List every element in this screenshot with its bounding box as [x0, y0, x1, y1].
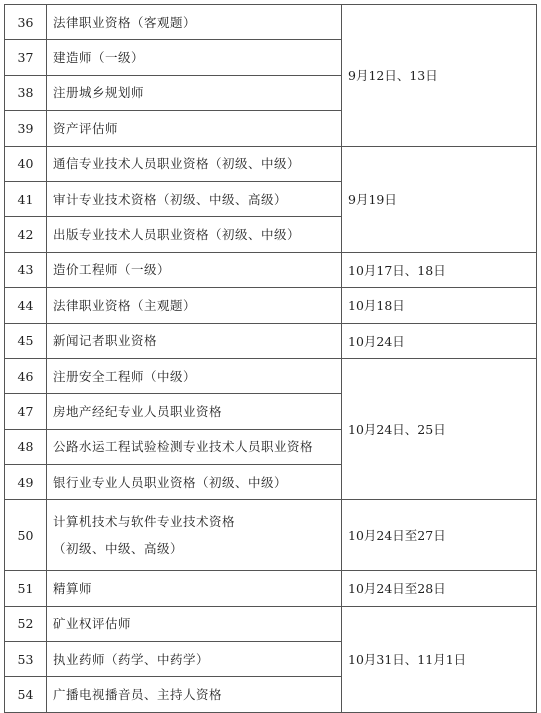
exam-name-line: 广播电视播音员、主持人资格	[53, 687, 223, 703]
exam-date: 10月24日至27日	[342, 500, 537, 571]
exam-name	[47, 288, 342, 323]
exam-name	[47, 40, 342, 75]
exam-name	[47, 465, 342, 500]
exam-name-line: 矿业权评估师	[53, 616, 132, 632]
exam-name-line: 精算师	[53, 580, 93, 596]
table-row	[5, 606, 537, 641]
exam-name-line: 执业药师（药学、中药学）	[53, 651, 210, 667]
exam-date: 10月18日	[342, 288, 537, 323]
row-number: 38	[5, 75, 47, 110]
exam-name-line: 建造师（一级）	[53, 50, 145, 66]
exam-name	[47, 606, 342, 641]
row-number: 37	[5, 40, 47, 75]
row-number: 42	[5, 217, 47, 252]
exam-name-line: 审计专业技术资格（初级、中级、高级）	[53, 191, 288, 207]
exam-name	[47, 217, 342, 252]
exam-name	[47, 252, 342, 287]
exam-name-line: 法律职业资格（客观题）	[53, 14, 197, 30]
exam-name-line: 出版专业技术人员职业资格（初级、中级）	[53, 227, 301, 243]
row-number: 52	[5, 606, 47, 641]
exam-date: 10月24日、25日	[342, 358, 537, 500]
exam-name	[47, 358, 342, 393]
exam-schedule-body	[5, 5, 537, 713]
exam-name-line: （初级、中级、高级）	[53, 541, 184, 557]
table-row	[5, 252, 537, 287]
exam-name-line: 法律职业资格（主观题）	[53, 297, 197, 313]
row-number: 39	[5, 111, 47, 146]
exam-name	[47, 5, 342, 40]
exam-name	[47, 394, 342, 429]
exam-name	[47, 111, 342, 146]
exam-name	[47, 677, 342, 712]
exam-name-line: 造价工程师（一级）	[53, 262, 171, 278]
exam-name-line: 通信专业技术人员职业资格（初级、中级）	[53, 156, 301, 172]
exam-name-line: 银行业专业人员职业资格（初级、中级）	[53, 474, 288, 490]
row-number: 50	[5, 500, 47, 571]
table-row	[5, 146, 537, 181]
exam-name	[47, 146, 342, 181]
exam-name-line: 注册安全工程师（中级）	[53, 368, 197, 384]
exam-date: 9月12日、13日	[342, 5, 537, 147]
row-number: 45	[5, 323, 47, 358]
exam-date: 10月31日、11月1日	[342, 606, 537, 712]
exam-name-line: 公路水运工程试验检测专业技术人员职业资格	[53, 439, 314, 455]
exam-name	[47, 75, 342, 110]
exam-schedule-table	[4, 4, 537, 713]
exam-name	[47, 181, 342, 216]
row-number: 54	[5, 677, 47, 712]
exam-name	[47, 500, 342, 571]
exam-date: 9月19日	[342, 146, 537, 252]
exam-name-line: 注册城乡规划师	[53, 85, 145, 101]
exam-date: 10月24日	[342, 323, 537, 358]
row-number: 36	[5, 5, 47, 40]
row-number: 40	[5, 146, 47, 181]
exam-name-line: 资产评估师	[53, 120, 119, 136]
row-number: 48	[5, 429, 47, 464]
exam-name-line: 计算机技术与软件专业技术资格	[53, 514, 236, 530]
exam-name	[47, 429, 342, 464]
row-number: 44	[5, 288, 47, 323]
row-number: 49	[5, 465, 47, 500]
exam-name	[47, 642, 342, 677]
exam-name-line: 房地产经纪专业人员职业资格	[53, 403, 223, 419]
row-number: 46	[5, 358, 47, 393]
exam-name-line: 新闻记者职业资格	[53, 333, 158, 349]
row-number: 51	[5, 571, 47, 606]
exam-date: 10月17日、18日	[342, 252, 537, 287]
exam-date: 10月24日至28日	[342, 571, 537, 606]
table-row	[5, 323, 537, 358]
row-number: 47	[5, 394, 47, 429]
row-number: 53	[5, 642, 47, 677]
row-number: 43	[5, 252, 47, 287]
row-number: 41	[5, 181, 47, 216]
table-row	[5, 358, 537, 393]
table-row	[5, 500, 537, 571]
table-row	[5, 571, 537, 606]
table-row	[5, 5, 537, 40]
exam-name	[47, 571, 342, 606]
table-row	[5, 288, 537, 323]
exam-name	[47, 323, 342, 358]
